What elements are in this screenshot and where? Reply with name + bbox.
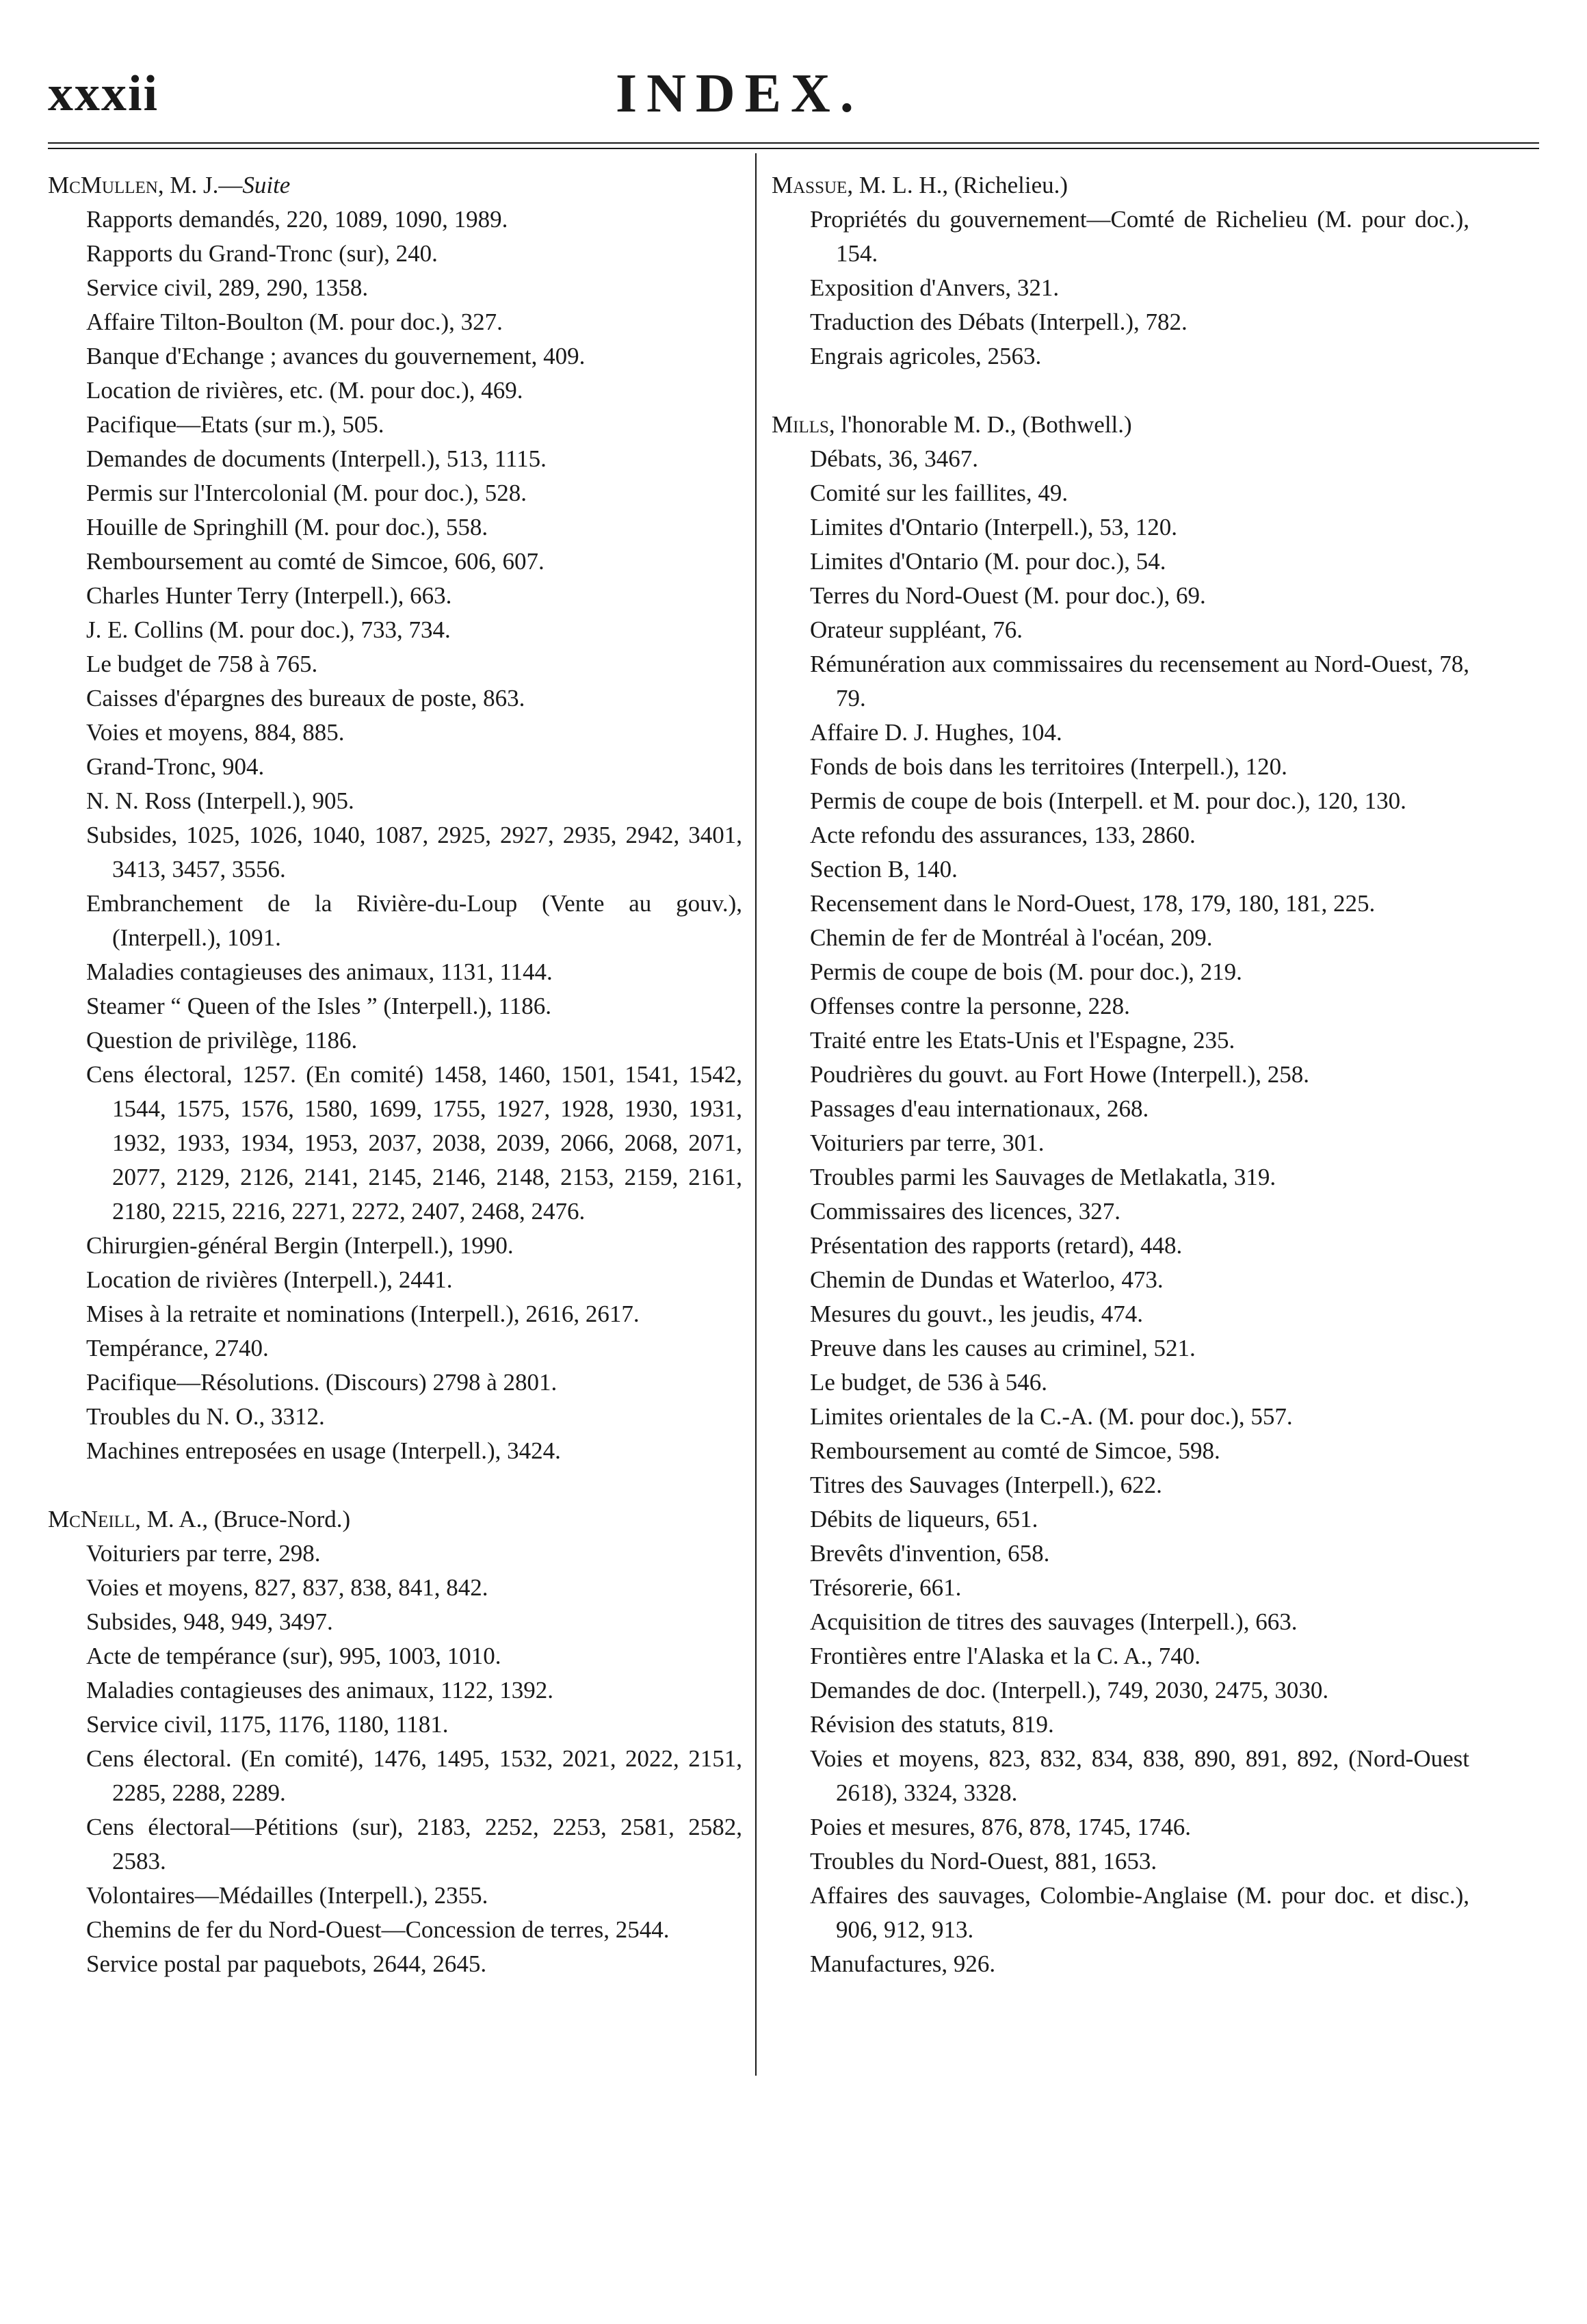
- index-item: Pacifique—Etats (sur m.), 505.: [86, 411, 384, 438]
- index-item: Offenses contre la personne, 228.: [810, 993, 1130, 1019]
- index-item: Location de rivières, etc. (M. pour doc.), 469.: [86, 377, 523, 404]
- index-item: Affaires des sauvages, Colombie-Anglaise (M. pour doc. et disc.), 906, 912, 913.: [810, 1882, 1469, 1943]
- index-item: Tempérance, 2740.: [86, 1335, 269, 1361]
- right-column: [772, 168, 1469, 1981]
- index-item: Acquisition de titres des sauvages (Interpell.), 663.: [810, 1608, 1298, 1635]
- index-item: Orateur suppléant, 76.: [810, 616, 1023, 643]
- index-item: Chemin de Dundas et Waterloo, 473.: [810, 1266, 1164, 1293]
- index-item: Le budget de 758 à 765.: [86, 651, 318, 677]
- index-item: Révision des statuts, 819.: [810, 1711, 1054, 1738]
- index-item: Maladies contagieuses des animaux, 1122, 1392.: [86, 1677, 553, 1703]
- index-item: Voies et moyens, 823, 832, 834, 838, 890, 891, 892, (Nord-Ouest 2618), 3324, 3328.: [810, 1745, 1469, 1806]
- entry-name: McMullen: [48, 172, 158, 198]
- index-item: Demandes de doc. (Interpell.), 749, 2030, 2475, 3030.: [810, 1677, 1329, 1703]
- index-item: Le budget, de 536 à 546.: [810, 1369, 1047, 1396]
- index-item: Remboursement au comté de Simcoe, 598.: [810, 1437, 1220, 1464]
- index-item: Traité entre les Etats-Unis et l'Espagne, 235.: [810, 1027, 1235, 1054]
- page-title: INDEX.: [616, 64, 863, 124]
- entry-name: Massue: [772, 172, 848, 198]
- index-item: Embranchement de la Rivière-du-Loup (Vente au gouv.), (Interpell.), 1091.: [86, 890, 742, 951]
- index-item: Service postal par paquebots, 2644, 2645.: [86, 1950, 487, 1977]
- index-entry: [48, 168, 742, 1468]
- entry-suite: Suite: [242, 172, 291, 198]
- index-item: Débits de liqueurs, 651.: [810, 1506, 1038, 1532]
- index-item: Terres du Nord-Ouest (M. pour doc.), 69.: [810, 582, 1206, 609]
- page-number: xxxii: [48, 66, 159, 122]
- index-item: Caisses d'épargnes des bureaux de poste, 863.: [86, 685, 525, 711]
- index-item: Pacifique—Résolutions. (Discours) 2798 à 2801.: [86, 1369, 558, 1396]
- index-entry: [772, 408, 1469, 1981]
- index-item: Passages d'eau internationaux, 268.: [810, 1095, 1149, 1122]
- entry-heading: [48, 1502, 742, 1537]
- index-item: Maladies contagieuses des animaux, 1131, 1144.: [86, 958, 553, 985]
- index-item: Subsides, 948, 949, 3497.: [86, 1608, 333, 1635]
- index-item: Frontières entre l'Alaska et la C. A., 740.: [810, 1643, 1201, 1669]
- index-item: Mesures du gouvt., les jeudis, 474.: [810, 1301, 1144, 1327]
- index-item: Rapports demandés, 220, 1089, 1090, 1989.: [86, 206, 508, 233]
- index-item: Service civil, 1175, 1176, 1180, 1181.: [86, 1711, 449, 1738]
- index-item: Preuve dans les causes au criminel, 521.: [810, 1335, 1196, 1361]
- index-item: Permis de coupe de bois (M. pour doc.), 219.: [810, 958, 1242, 985]
- index-item: Banque d'Echange ; avances du gouvernement, 409.: [86, 343, 586, 369]
- index-item: N. N. Ross (Interpell.), 905.: [86, 787, 354, 814]
- index-item: Volontaires—Médailles (Interpell.), 2355.: [86, 1882, 488, 1909]
- entry-name-rest: , M. A., (Bruce-Nord.): [135, 1506, 351, 1532]
- index-item: Débats, 36, 3467.: [810, 445, 978, 472]
- index-item: Cens électoral, 1257. (En comité) 1458, 1460, 1501, 1541, 1542, 1544, 1575, 1576, 1580, 1699, 1755, 1927, 1928, 1930, 1931, 1932, 1933, 1934, 1953, 2037, 2038, 2039, 2066, 2068, 2071, 2077, 2129, 2126, 2141, 2145, 2146, 2148, 2153, 2159, 2161, 2180, 2215, 2216, 2271, 2272, 2407, 2468, 2476.: [86, 1061, 742, 1225]
- index-item: Cens électoral. (En comité), 1476, 1495, 1532, 2021, 2022, 2151, 2285, 2288, 2289.: [86, 1745, 742, 1806]
- index-item: Chemins de fer du Nord-Ouest—Concession de terres, 2544.: [86, 1916, 670, 1943]
- index-item: Machines entreposées en usage (Interpell.), 3424.: [86, 1437, 561, 1464]
- index-item: Voies et moyens, 827, 837, 838, 841, 842.: [86, 1574, 488, 1601]
- index-entry: [772, 168, 1469, 374]
- index-item: Location de rivières (Interpell.), 2441.: [86, 1266, 453, 1293]
- index-item: Chemin de fer de Montréal à l'océan, 209.: [810, 924, 1213, 951]
- index-item: Poudrières du gouvt. au Fort Howe (Interpell.), 258.: [810, 1061, 1309, 1088]
- index-item: Rémunération aux commissaires du recensement au Nord-Ouest, 78, 79.: [810, 651, 1469, 711]
- index-item: Permis de coupe de bois (Interpell. et M. pour doc.), 120, 130.: [810, 787, 1406, 814]
- index-item: Voituriers par terre, 301.: [810, 1130, 1045, 1156]
- index-item: Affaire Tilton-Boulton (M. pour doc.), 327.: [86, 309, 503, 335]
- entry-name: Mills: [772, 411, 829, 438]
- index-item: Service civil, 289, 290, 1358.: [86, 274, 369, 301]
- index-item: Titres des Sauvages (Interpell.), 622.: [810, 1472, 1162, 1498]
- index-item: Question de privilège, 1186.: [86, 1027, 358, 1054]
- index-item: Troubles parmi les Sauvages de Metlakatla, 319.: [810, 1164, 1276, 1190]
- entry-heading: [772, 408, 1469, 442]
- index-item: Troubles du N. O., 3312.: [86, 1403, 325, 1430]
- index-item: Affaire D. J. Hughes, 104.: [810, 719, 1062, 746]
- index-item: Voituriers par terre, 298.: [86, 1540, 321, 1567]
- index-item: Présentation des rapports (retard), 448.: [810, 1232, 1183, 1259]
- index-item: Permis sur l'Intercolonial (M. pour doc.), 528.: [86, 480, 527, 506]
- index-entry: [48, 1502, 742, 1981]
- index-item: Engrais agricoles, 2563.: [810, 343, 1042, 369]
- index-item: Manufactures, 926.: [810, 1950, 996, 1977]
- index-item: Recensement dans le Nord-Ouest, 178, 179, 180, 181, 225.: [810, 890, 1376, 917]
- index-item: Charles Hunter Terry (Interpell.), 663.: [86, 582, 452, 609]
- index-item: Limites d'Ontario (Interpell.), 53, 120.: [810, 514, 1178, 540]
- index-item: Comité sur les faillites, 49.: [810, 480, 1068, 506]
- index-item: Fonds de bois dans les territoires (Interpell.), 120.: [810, 753, 1287, 780]
- index-item: Houille de Springhill (M. pour doc.), 558.: [86, 514, 488, 540]
- index-item: Grand-Tronc, 904.: [86, 753, 265, 780]
- entry-name: McNeill: [48, 1506, 135, 1532]
- entry-heading: [48, 168, 742, 203]
- index-item: Traduction des Débats (Interpell.), 782.: [810, 309, 1188, 335]
- index-item: Acte de tempérance (sur), 995, 1003, 1010.: [86, 1643, 501, 1669]
- entry-heading: [772, 168, 1469, 203]
- header-rule: [48, 142, 1539, 149]
- index-item: Chirurgien-général Bergin (Interpell.), 1990.: [86, 1232, 514, 1259]
- index-item: Poies et mesures, 876, 878, 1745, 1746.: [810, 1814, 1192, 1840]
- index-item: Demandes de documents (Interpell.), 513, 1115.: [86, 445, 547, 472]
- index-item: Commissaires des licences, 327.: [810, 1198, 1120, 1225]
- entry-name-rest: , M. L. H., (Richelieu.): [847, 172, 1068, 198]
- entry-name-rest: , M. J.—: [157, 172, 243, 198]
- index-item: J. E. Collins (M. pour doc.), 733, 734.: [86, 616, 451, 643]
- column-divider: [755, 153, 757, 2076]
- left-column: [48, 168, 742, 1981]
- index-item: Steamer “ Queen of the Isles ” (Interpell.), 1186.: [86, 993, 551, 1019]
- index-item: Troubles du Nord-Ouest, 881, 1653.: [810, 1848, 1157, 1875]
- index-item: Cens électoral—Pétitions (sur), 2183, 2252, 2253, 2581, 2582, 2583.: [86, 1814, 742, 1875]
- index-item: Limites orientales de la C.-A. (M. pour doc.), 557.: [810, 1403, 1293, 1430]
- index-item: Section B, 140.: [810, 856, 958, 883]
- index-item: Subsides, 1025, 1026, 1040, 1087, 2925, 2927, 2935, 2942, 3401, 3413, 3457, 3556.: [86, 822, 742, 883]
- index-item: Acte refondu des assurances, 133, 2860.: [810, 822, 1196, 848]
- index-item: Propriétés du gouvernement—Comté de Richelieu (M. pour doc.), 154.: [810, 206, 1469, 267]
- index-item: Exposition d'Anvers, 321.: [810, 274, 1060, 301]
- index-item: Mises à la retraite et nominations (Interpell.), 2616, 2617.: [86, 1301, 640, 1327]
- index-item: Trésorerie, 661.: [810, 1574, 962, 1601]
- index-item: Rapports du Grand-Tronc (sur), 240.: [86, 240, 438, 267]
- index-item: Remboursement au comté de Simcoe, 606, 607.: [86, 548, 545, 575]
- index-item: Limites d'Ontario (M. pour doc.), 54.: [810, 548, 1166, 575]
- index-item: Voies et moyens, 884, 885.: [86, 719, 345, 746]
- entry-name-rest: , l'honorable M. D., (Bothwell.): [828, 411, 1132, 438]
- index-item: Brevêts d'invention, 658.: [810, 1540, 1050, 1567]
